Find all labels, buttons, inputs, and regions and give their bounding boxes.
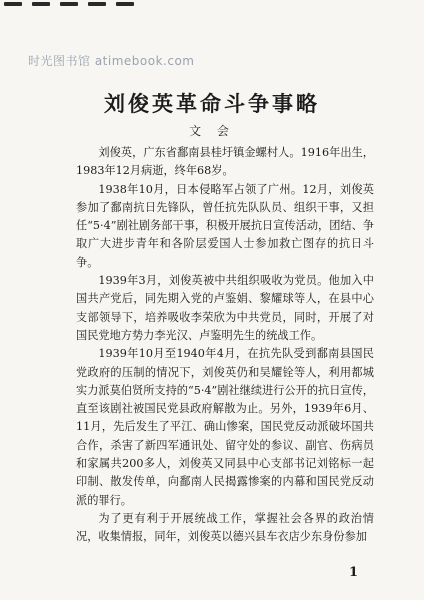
watermark: 时光图书馆 atimebook.com bbox=[28, 54, 195, 68]
body-text bbox=[76, 144, 374, 547]
page-title: 刘俊英革命斗争事略 bbox=[104, 92, 320, 116]
paragraph: 1938年10月，日本侵略军占领了广州。12月，刘俊英参加了鄱南抗日先锋队，曾任抗先队队员、组织干事，又担任“5·4”剧社剧务部干事，积极开展抗日宣传活动，团结、争取广大进步青年和各阶层爱国人士参加救亡图存的抗日斗争。 bbox=[76, 182, 374, 269]
paragraph: 为了更有利于开展统战工作，掌握社会各界的政治情况，收集情报，同年，刘俊英以德兴县车衣店少东身份参加 bbox=[76, 511, 374, 544]
author-name: 文 会 bbox=[189, 124, 235, 138]
edge-dash bbox=[88, 2, 106, 6]
edge-dash bbox=[60, 2, 78, 6]
page-number: 1 bbox=[348, 565, 358, 580]
paragraph: 刘俊英，广东省鄱南县桂圩镇金螺村人。1916年出生，1983年12月病逝，终年68岁。 bbox=[76, 146, 374, 178]
edge-dash bbox=[116, 2, 134, 6]
edge-dash bbox=[4, 2, 22, 6]
paragraph: 1939年10月至1940年4月，在抗先队受到鄱南县国民党政府的压制的情况下，刘俊英仍和吴耀铨等人，利用都城实力派莫伯贤所支持的“5·4”剧社继续进行公开的抗日宣传，直至该剧社被国民党县政府解散为止。另外，1939年6月、11月，先后发生了平江、确山惨案，国民党反动派破坏国共合作，杀害了新四军通讯处、留守处的参议、副官、伤病员和家属共200多人，刘俊英又同县中心支部书记刘铭标一起印制、散发传单，向鄱南人民揭露惨案的内幕和国民党反动派的罪行。 bbox=[76, 347, 374, 507]
paragraph: 1939年3月，刘俊英被中共组织吸收为党员。他加入中国共产党后，同先期入党的卢鉴娟、黎耀球等人，在县中心支部领导下，培养吸收李荣欣为中共党员，同时，开展了对国民党地方势力李光汉、卢鉴明先生的统战工作。 bbox=[76, 274, 374, 342]
edge-dash bbox=[32, 2, 50, 6]
top-edge-marks bbox=[4, 2, 134, 6]
